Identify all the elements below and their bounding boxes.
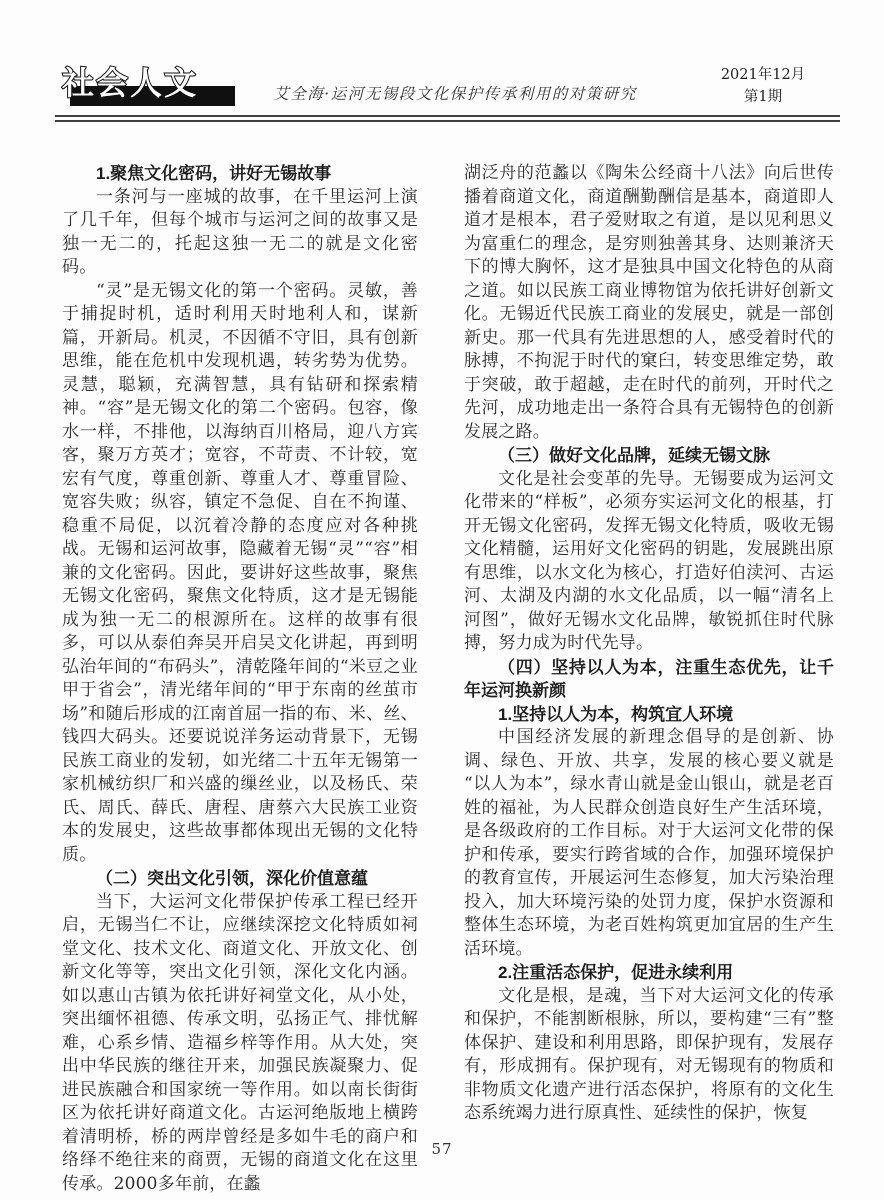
section-heading: 1.聚焦文化密码，讲好无锡故事 bbox=[96, 164, 332, 183]
left-column bbox=[62, 162, 418, 1196]
subsection-heading: 1.坚持以人为本，构筑宜人环境 bbox=[498, 704, 734, 724]
article-body bbox=[62, 162, 834, 1196]
issue-number: 第1期 bbox=[743, 89, 783, 105]
paragraph: “灵”是无锡文化的第一个密码。灵敏，善于捕捉时机，适时利用天时地利人和，谋新篇，开新局。机灵，不因循不守旧，具有创新思维，能在危机中发现机遇，转劣势为优势。灵慧，聪颖，充满智慧，具有钻研和探索精神。“容”是无锡文化的第二个密码。包容，像水一样，不排他，以海纳百川格局，迎八方宾客，聚万方英才；宽容，不苛责、不计较，宽宏有气度，尊重创新、尊重人才、尊重冒险、宽容失败；纵容，镇定不急促、自在不拘谨、稳重不局促，以沉着冷静的态度应对各种挑战。无锡和运河故事，隐藏着无锡“灵”“容”相兼的文化密码。因此，要讲好这些故事，聚焦无锡文化密码，聚焦文化特质，这才是无锡能成为独一无二的根源所在。这样的故事有很多，可以从泰伯奔吴开启吴文化讲起，再到明弘治年间的“布码头”，清乾隆年间的“米豆之业甲于省会”，清光绪年间的“甲于东南的丝茧市场”和随后形成的江南首屈一指的布、米、丝、钱四大码头。还要说说洋务运动背景下，无锡民族工商业的发轫，如光绪二十五年无锡第一家机械纺织厂和兴盛的缫丝业，以及杨氏、荣氏、周氏、薛氏、唐程、唐蔡六大民族工业资本的发展史，这些故事都体现出无锡的文化特质。 bbox=[62, 280, 418, 865]
page-number: 57 bbox=[431, 1140, 453, 1158]
section-heading: （三）做好文化品牌，延续无锡文脉 bbox=[498, 446, 770, 465]
journal-logo bbox=[62, 60, 242, 108]
paragraph-continued: 湖泛舟的范蠡以《陶朱公经商十八法》向后世传播着商道文化，商道酬勤酬信是基本，商道即人道才是根本，君子爱财取之有道，是以见利思义为富重仁的理念，是穷则独善其身、达则兼济天下的博大胸怀，这才是独具中国文化特色的从商之道。如以民族工商业博物馆为依托讲好创新文化。无锡近代民族工商业的发展史，就是一部创新史。那一代具有先进思想的人，感受着时代的脉搏，不拘泥于时代的窠臼，转变思维定势，敢于突破，敢于超越，走在时代的前列，开时代之先河，成功地走出一条符合具有无锡特色的创新发展之路。 bbox=[464, 163, 834, 442]
paragraph: 文化是社会变革的先导。无锡要成为运河文化带来的“样板”，必须夯实运河文化的根基，打开无锡文化密码，发挥无锡文化特质，吸收无锡文化精髓，运用好文化密码的钥匙，发展跳出原有思维，以水文化为核心，打造好伯渎河、古运河、太湖及内湖的水文化品质，以一幅“清名上河图”，做好无锡水文化品牌，敏锐抓住时代脉搏，努力成为时代先导。 bbox=[464, 468, 834, 653]
section-heading: （二）突出文化引领，深化价值意蕴 bbox=[96, 869, 368, 888]
header-double-rule bbox=[55, 115, 840, 122]
right-column bbox=[464, 162, 834, 1196]
issue-date: 2021年12月 bbox=[720, 67, 806, 83]
paragraph: 文化是根，是魂，当下对大运河文化的传承和保护，不能割断根脉，所以，要构建“三有”整体保护、建设和利用思路，即保护现有，发展存有，形成拥有。保护现有，对无锡现有的物质和非物质文化遗产进行活态保护，将原有的文化生态系统竭力进行原真性、延续性的保护，恢复 bbox=[464, 985, 834, 1123]
paragraph: 当下，大运河文化带保护传承工程已经开启，无锡当仁不让，应继续深挖文化特质如祠堂文化、技术文化、商道文化、开放文化、创新文化等等，突出文化引领，深化文化内涵。如以惠山古镇为依托讲好祠堂文化，从小处，突出缅怀祖德、传承文明，弘扬正气、排忧解难，心系乡情、造福乡梓等作用。从大处，突出中华民族的继往开来，加强民族凝聚力、促进民族融合和国家统一等作用。如以南长街街区为依托讲好商道文化。古运河绝版地上横跨着清明桥，桥的两岸曾经是多如牛毛的商户和络绎不绝往来的商贾，无锡的商道文化在这里传承。2000多年前，在蠡 bbox=[62, 891, 418, 1194]
paragraph: 中国经济发展的新理念倡导的是创新、协调、绿色、开放、共享，发展的核心要义就是“以人为本”，绿水青山就是金山银山，就是老百姓的福祉，为人民群众创造良好生产生活环境，是各级政府的工作目标。对于大运河文化带的保护和传承，要实行跨省域的合作，加强环境保护的教育宣传，开展运河生态修复，加大污染治理投入，加大环境污染的处罚力度，保护水资源和整体生态环境，为老百姓构筑更加宜居的生产生活环境。 bbox=[464, 727, 834, 959]
journal-logo-text: 社会人文 bbox=[62, 65, 199, 101]
issue-info bbox=[698, 64, 828, 108]
section-heading: （四）坚持以人为本，注重生态优先，让千年运河换新颜 bbox=[464, 657, 834, 700]
subsection-heading: 2.注重活态保护，促进永续利用 bbox=[498, 963, 734, 982]
running-head-article-title: 艾全海·运河无锡段文化保护传承利用的对策研究 bbox=[273, 85, 637, 103]
paragraph: 一条河与一座城的故事，在千里运河上演了几千年，但每个城市与运河之间的故事又是独一无二的，托起这独一无二的就是文化密码。 bbox=[62, 186, 418, 277]
